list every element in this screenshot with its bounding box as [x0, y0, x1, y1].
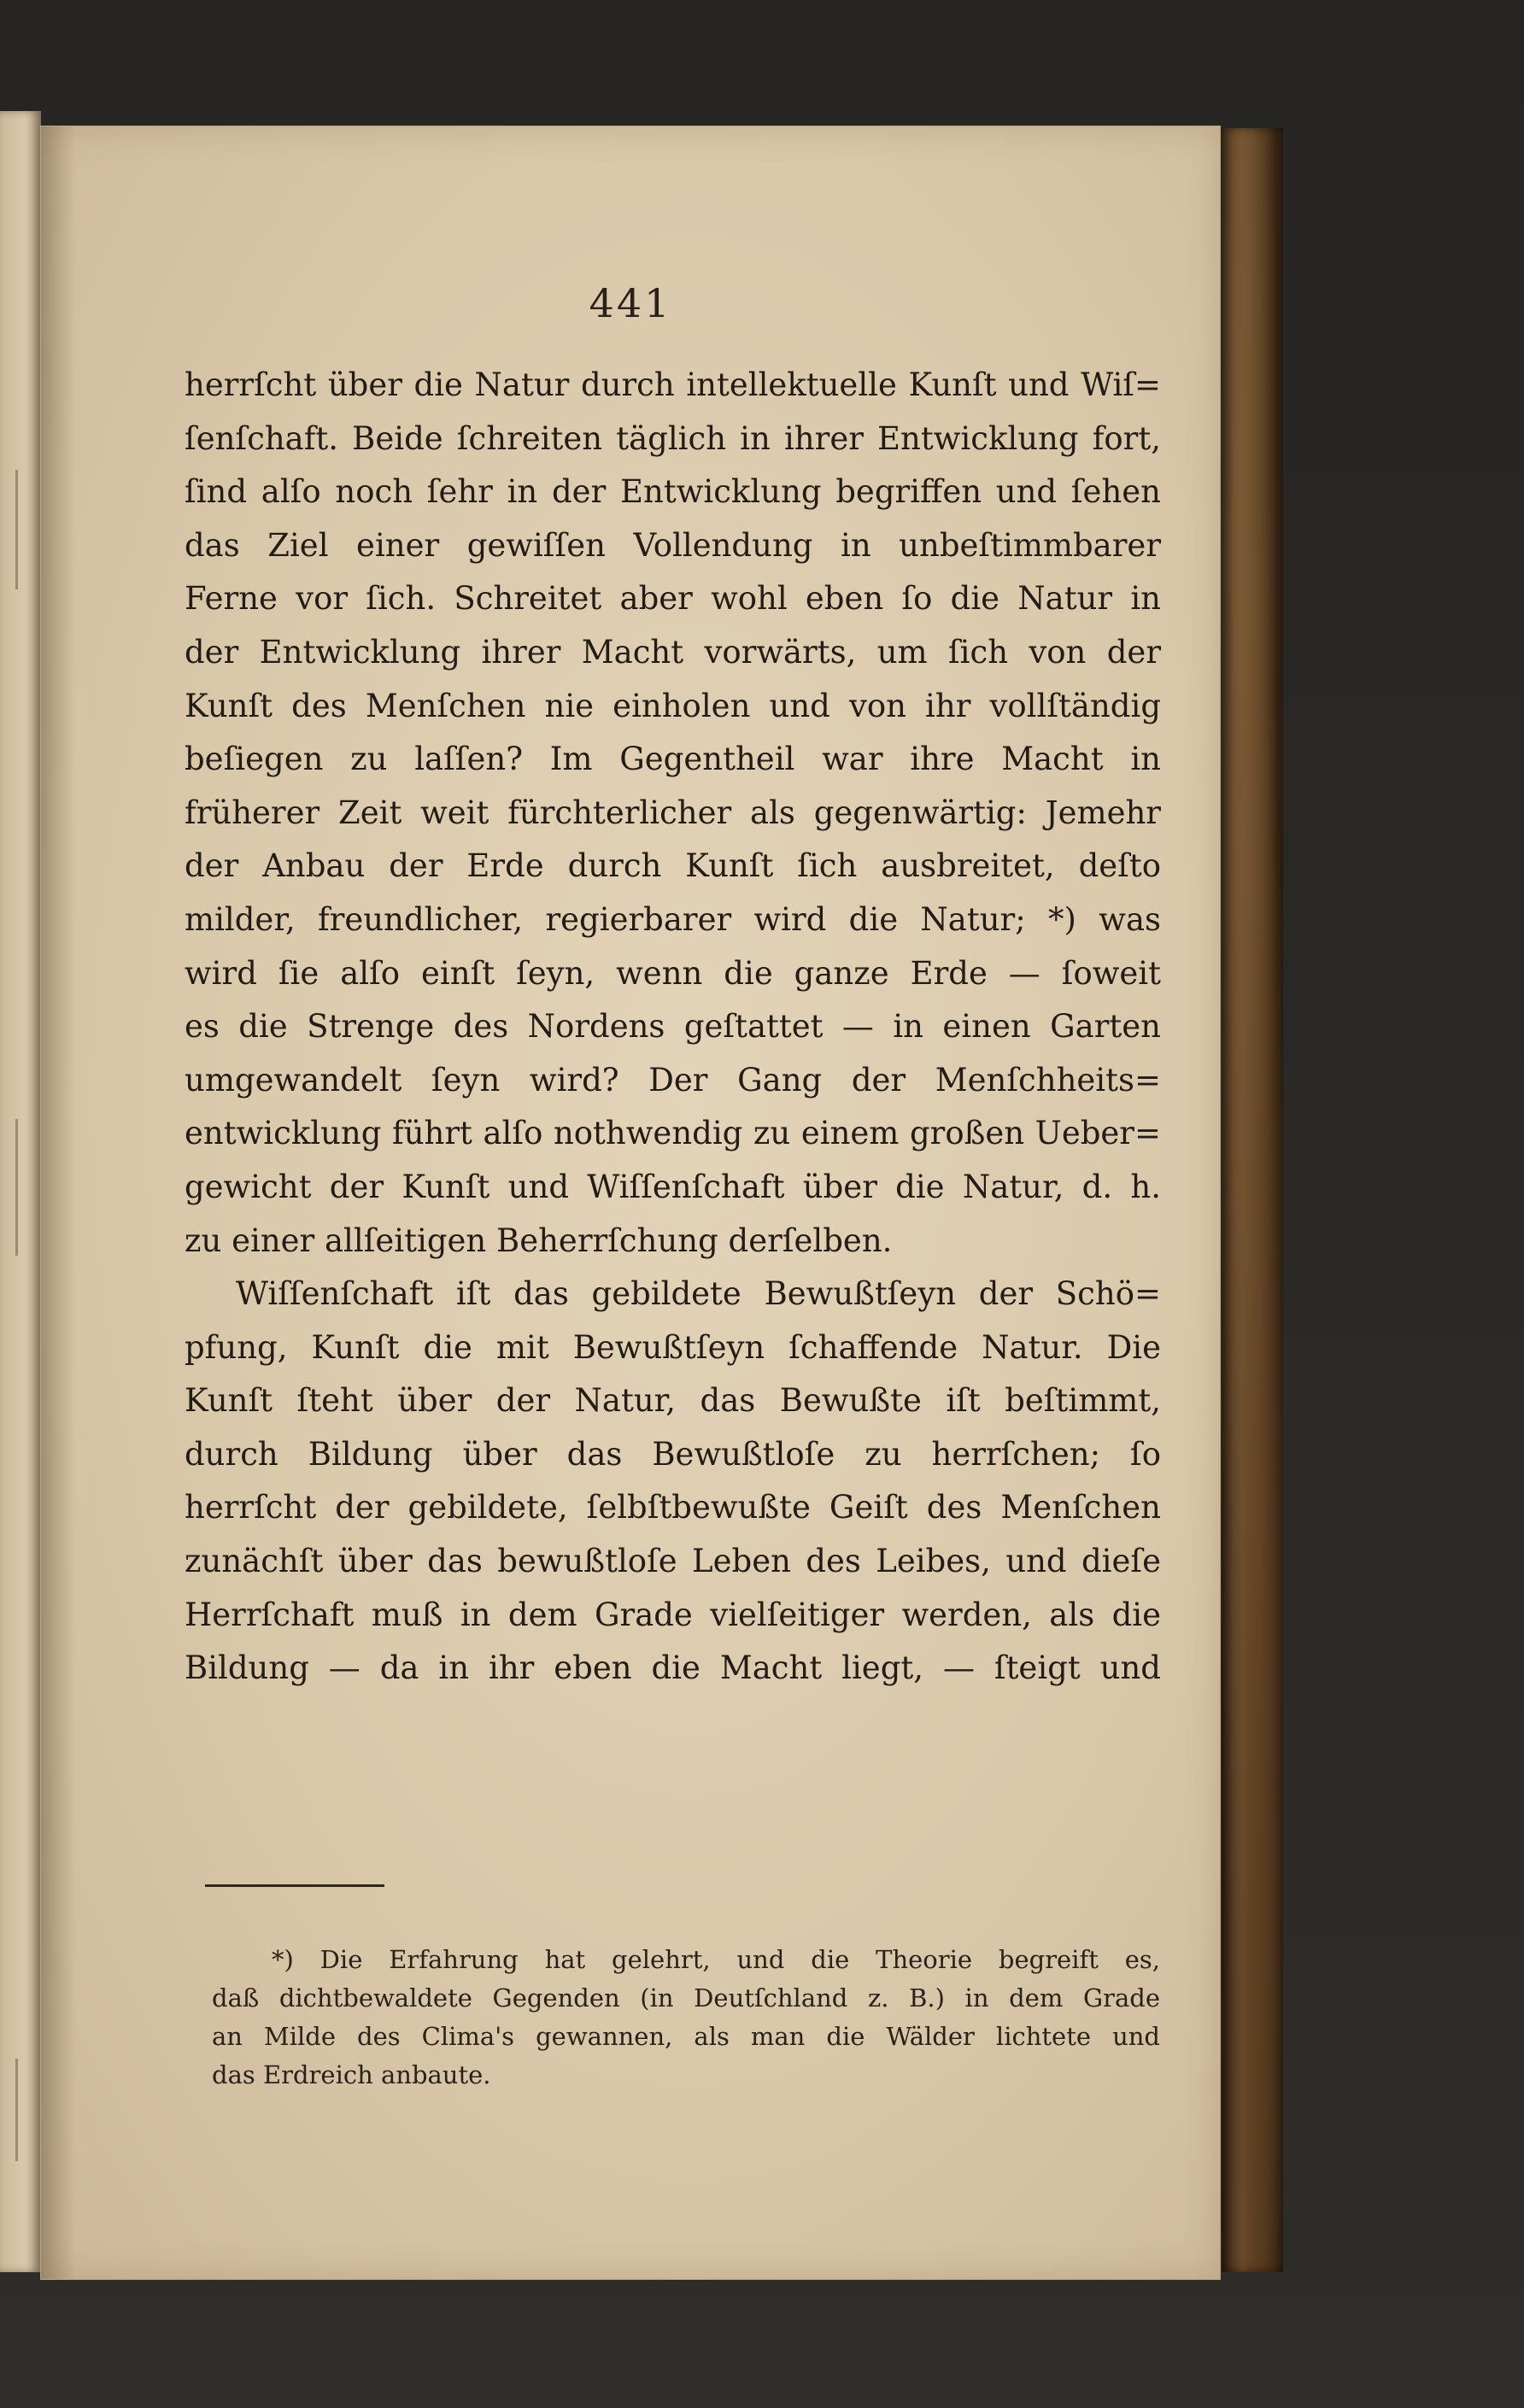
text-line: zunächſt über das bewußtloſe Leben des Leibes, und dieſe: [185, 1543, 1161, 1580]
paper-mark: [15, 1119, 18, 1256]
text-line: milder, freundlicher, regierbarer wird die Natur; *) was: [185, 900, 1161, 938]
text-line: der Anbau der Erde durch Kunſt ſich ausbreitet, deſto: [185, 847, 1161, 885]
text-line: zu einer allſeitigen Beherrſchung derſelben.: [185, 1222, 893, 1259]
footnote-line: *) Die Erfahrung hat gelehrt, und die Theorie begreift es,: [272, 1945, 1160, 1974]
text-line: entwicklung führt alſo nothwendig zu einem großen Ueber=: [185, 1115, 1161, 1152]
text-line: Herrſchaft muß in dem Grade vielſeitiger werden, als die: [185, 1596, 1161, 1633]
paper-mark: [15, 470, 18, 589]
text-line: herrſcht der gebildete, ſelbſtbewußte Geiſt des Menſchen: [185, 1489, 1161, 1526]
text-line: wird ſie alſo einſt ſeyn, wenn die ganze Erde — ſoweit: [185, 954, 1161, 992]
text-line: umgewandelt ſeyn wird? Der Gang der Menſchheits=: [185, 1061, 1161, 1099]
text-line: herrſcht über die Natur durch intellektuelle Kunſt und Wiſ=: [185, 366, 1161, 403]
footnote-line: an Milde des Clima's gewannen, als man die Wälder lichtete und: [212, 2022, 1160, 2051]
paper-mark: [15, 2059, 18, 2161]
text-line: es die Strenge des Nordens geſtattet — in einen Garten: [185, 1008, 1161, 1046]
book-page: [41, 126, 1220, 2279]
text-line: das Ziel einer gewiſſen Vollendung in unbeſtimmbarer: [185, 526, 1161, 564]
footnote-line: das Erdreich anbaute.: [212, 2060, 491, 2089]
page-gutter-shadow: [41, 126, 75, 2279]
text-line: früherer Zeit weit fürchterlicher als gegenwärtig: Jemehr: [185, 794, 1161, 831]
book-cover-edge: [1222, 128, 1283, 2272]
body-text: [185, 359, 1161, 1696]
text-line: Wiſſenſchaft iſt das gebildete Bewußtſeyn der Schö=: [236, 1275, 1161, 1313]
footnote-separator: [205, 1884, 384, 1887]
text-line: Ferne vor ſich. Schreitet aber wohl eben ſo die Natur in: [185, 580, 1161, 618]
text-line: ſenſchaft. Beide ſchreiten täglich in ihrer Entwicklung fort,: [185, 419, 1161, 457]
text-line: gewicht der Kunſt und Wiſſenſchaft über die Natur, d. h.: [185, 1168, 1161, 1205]
text-line: Kunſt ſteht über der Natur, das Bewußte iſt beſtimmt,: [185, 1382, 1161, 1420]
text-line: beſiegen zu laſſen? Im Gegentheil war ihre Macht in: [185, 741, 1161, 778]
text-line: pfung, Kunſt die mit Bewußtſeyn ſchaffende Natur. Die: [185, 1328, 1161, 1366]
footnote: [212, 1941, 1160, 2095]
text-line: ſind alſo noch ſehr in der Entwicklung begriffen und ſehen: [185, 473, 1161, 511]
text-line: durch Bildung über das Bewußtloſe zu herrſchen; ſo: [185, 1435, 1161, 1473]
footnote-line: daß dichtbewaldete Gegenden (in Deutſchland z. B.) in dem Grade: [212, 1983, 1160, 2013]
page-number: 441: [589, 280, 672, 326]
text-line: Bildung — da in ihr eben die Macht liegt, — ſteigt und: [185, 1649, 1161, 1687]
text-line: Kunſt des Menſchen nie einholen und von ihr vollſtändig: [185, 687, 1161, 724]
text-line: der Entwicklung ihrer Macht vorwärts, um ſich von der: [185, 633, 1161, 671]
previous-page-edge: [0, 111, 41, 2272]
